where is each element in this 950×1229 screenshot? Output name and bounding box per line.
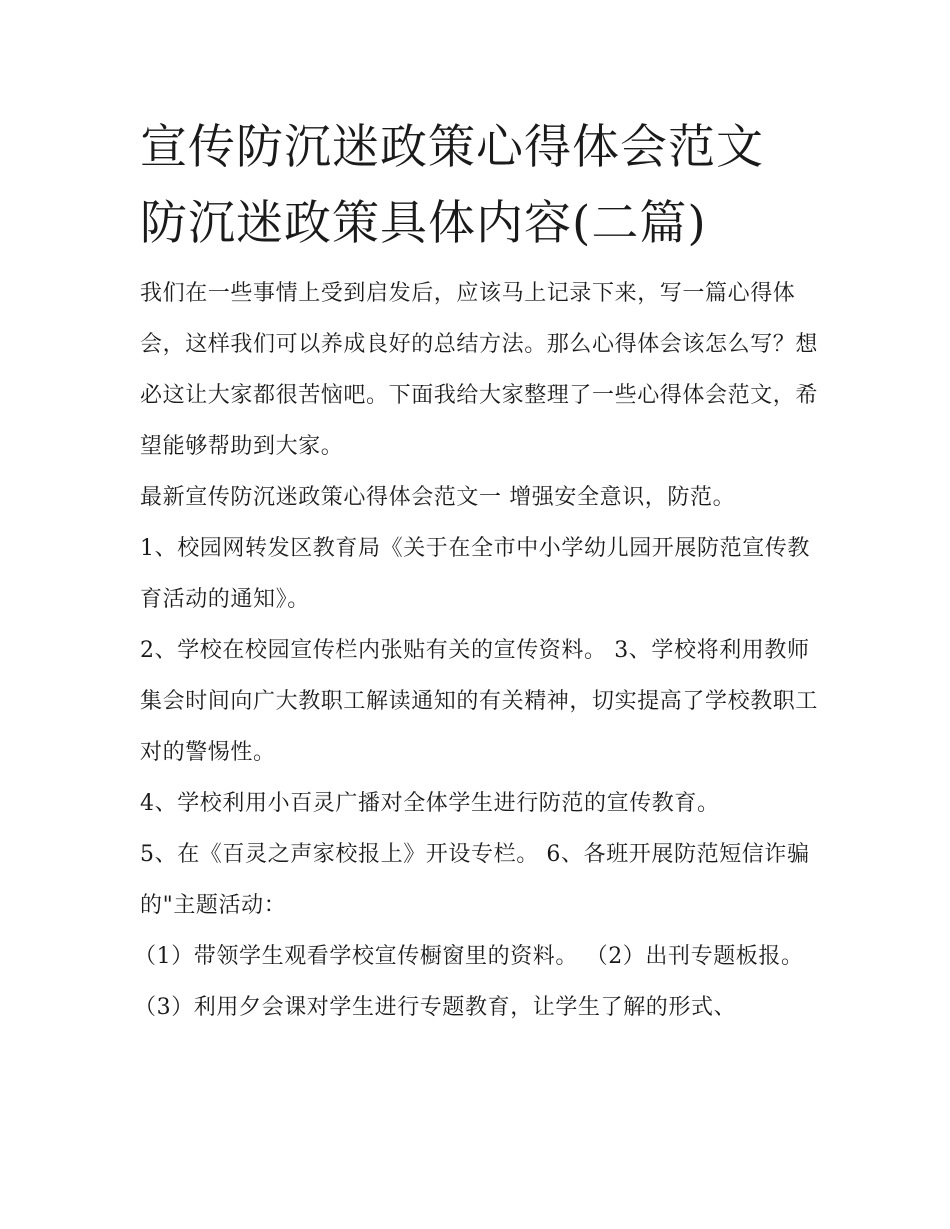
sub-item-3: （3）利用夕会课对学生进行专题教育，让学生了解的形式、 (134, 995, 737, 1020)
intro-paragraph: 我们在一些事情上受到启发后，应该马上记录下来，写一篇心得体会，这样我们可以养成良好的总结方法。那么心得体会该怎么写？想必这让大家都很苦恼吧。下面我给大家整理了一些心得体会范文，希望能够帮助到大家。 (140, 281, 819, 459)
title-line-2: 防沉迷政策具体内容(二篇) (140, 196, 707, 251)
list-item-4: 4、学校利用小百灵广播对全体学生进行防范的宣传教育。 (140, 791, 720, 816)
title-line-1: 宣传防沉迷政策心得体会范文 (140, 120, 764, 175)
sub-item-1-2: （1）带领学生观看学校宣传橱窗里的资料。 （2）出刊专题板报。 (134, 944, 804, 969)
list-item-5-6: 5、在《百灵之声家校报上》开设专栏。 6、各班开展防范短信诈骗的"主题活动： (140, 842, 810, 918)
document-page (134, 110, 820, 1033)
list-item-1: 1、校园网转发区教育局《关于在全市中小学幼儿园开展防范宣传教育活动的通知》。 (140, 536, 810, 612)
section-heading: 最新宣传防沉迷政策心得体会范文一 增强安全意识，防范。 (140, 485, 736, 510)
document-title (140, 110, 820, 262)
list-item-2-3: 2、学校在校园宣传栏内张贴有关的宣传资料。 3、学校将利用教师集会时间向广大教职工解读通知的有关精神，切实提高了学校教职工对的警惕性。 (140, 638, 819, 765)
document-body (134, 268, 820, 1033)
